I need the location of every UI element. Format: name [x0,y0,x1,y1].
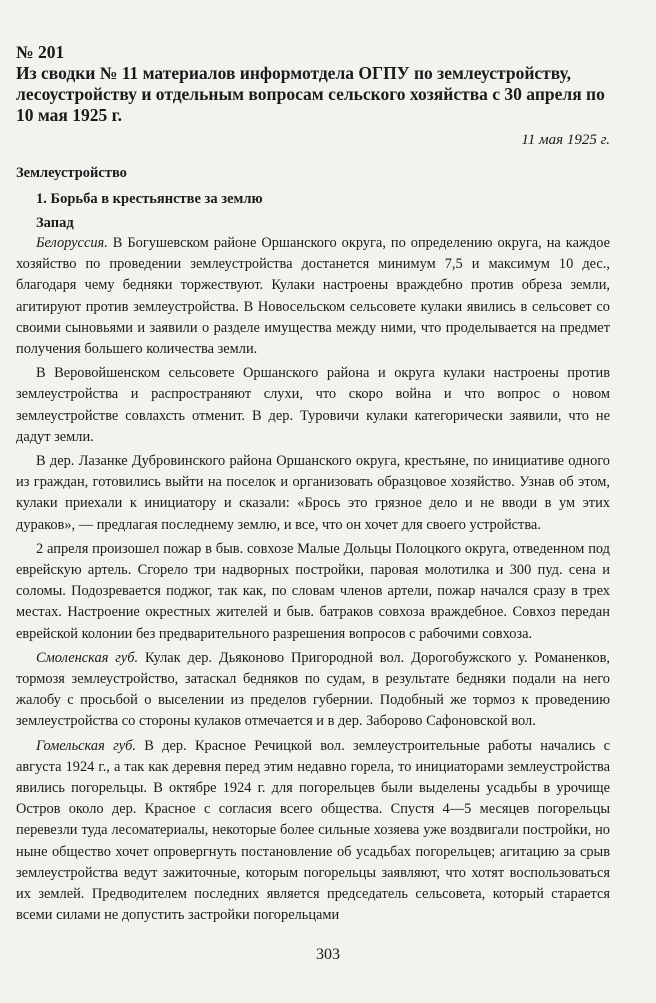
document-date: 11 мая 1925 г. [521,132,610,148]
region-heading: Запад [36,215,74,231]
paragraph [16,648,610,733]
paragraph-lead: Белоруссия. [36,235,108,251]
paragraph-text: В Веровойшенском сельсовете Оршанского района и округа кулаки настроены против землеустройства и распространяют слухи, что скоро война и что вопрос о новом землеустройстве совлахсть отменит. В дер. Туровичи кулаки категорически заявили, что не дадут земли. [16,365,610,445]
paragraph [16,451,610,536]
document-title: Из сводки № 11 материалов информотдела ОГПУ по землеустройству, лесоустройству и отдельным вопросам сельского хозяйства с 30 апреля по 10 мая 1925 г. [16,63,605,125]
paragraph-text: В Богушевском районе Оршанского округа, по определению округа, на каждое хозяйство по проведении землеустройства достанется минимум 7,5 и максимум 10 дес., благодаря чему бедняки торжествуют. Кулаки настроены враждебно против обреза земли, агитируют против землеустройства. В Новосельском сельсовете кулаки явились в сельсовет со своими сыновьями и заявили о разделе имущества между ними, что проделывается на предмет получения большего количества земли. [16,235,610,358]
paragraph-lead: Гомельская губ. [36,737,136,754]
paragraph [16,363,610,448]
page-number: 303 [316,946,340,963]
section-heading: Землеустройство [16,165,127,181]
paragraph [16,233,610,360]
paragraph-text: 2 апреля произошел пожар в быв. совхозе Малые Дольцы Полоцкого округа, отведенном под еврейскую артель. Сгорело три надворных постройки, паровая молотилка и 300 пуд. сена и соломы. Подозревается поджог, так как, по словам членов артели, пожар начался сразу в трех местах. Настроение окрестных жителей и быв. батраков совхоза враждебное. Совхоз передан еврейской колонии без предварительного разрешения вопросов с рабочими совхоза. [16,540,610,642]
paragraph-lead: Смоленская губ. [36,649,139,666]
document-number: № 201 [16,42,65,62]
paragraph [16,539,610,645]
subsection-heading: 1. Борьба в крестьянстве за землю [36,191,263,207]
paragraph-text: Кулак дер. Дьяконово Пригородной вол. Дорогобужского у. Романенков, тормозя землеустройство, затаскал бедняков по судам, в результате бедняки подали на него жалобу с просьбой о выселении из пределов губернии. Подобный же тормоз к проведению землеустройства со стороны кулаков отмечается и в дер. Заборово Сафоновской вол. [16,649,610,730]
paragraph [16,736,610,927]
paragraph-text: В дер. Лазанке Дубровинского района Оршанского округа, крестьяне, по инициативе одного из граждан, готовились выйти на поселок и организовать образцовое хозяйство. Узнав об этом, кулаки приехали к инициатору и сказали: «Брось это грязное дело и не вводи в ум этих дураков», — предлагая последнему землю, и все, что он хочет для своего устройства. [16,453,610,533]
paragraph-text: В дер. Красное Речицкой вол. землеустроительные работы начались с августа 1924 г., а так как деревня перед этим недавно горела, то инициаторами землеустройства явились погорельцы. В октябре 1924 г. для погорельцев были выделены усадьбы в урочище Остров около дер. Красное с согласия всего общества. Спустя 4—5 месяцев погорельцы перевезли туда лесоматериалы, некоторые более сильные хозяева уже воздвигали постройки, но ныне общество хочет опровергнуть постановление об усадьбах погорельцев; агитацию за срыв землеустройства ведут зажиточные, которым погорельцы заявляют, что хотят воспользоваться их землей. Предводителем последних является председатель сельсовета, который старается всеми силами не допустить застройки погорельцами [16,737,611,924]
